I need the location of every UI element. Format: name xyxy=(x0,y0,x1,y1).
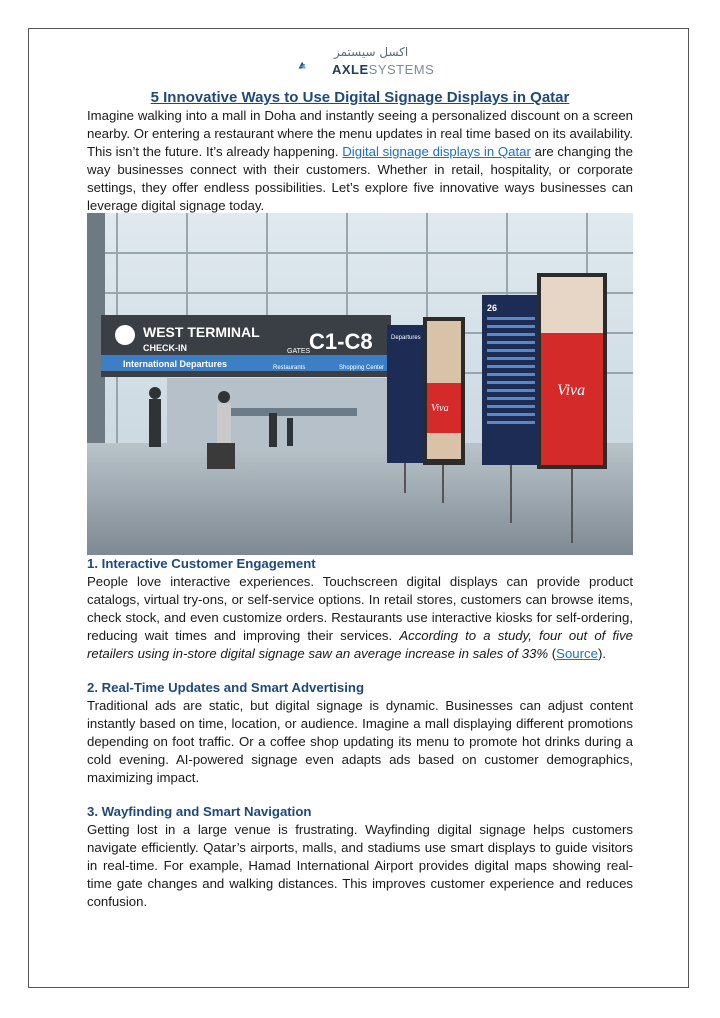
logo-word-systems: SYSTEMS xyxy=(368,62,435,77)
digital-signage-link[interactable]: Digital signage displays in Qatar xyxy=(342,143,531,159)
sign-west-terminal: WEST TERMINAL xyxy=(143,324,260,340)
section-2-paragraph: Traditional ads are static, but digital signage is dynamic. Businesses can adjust content instantly based on time, location, or audience. Imagine a mall displaying different promotions depending on foot traffic. Or a coffee shop updating its menu to promote hot drinks during a cold evening. AI-powered signage even adapts ads based on customer demographics, maximizing impact. xyxy=(87,698,633,785)
section-1-body: People love interactive experiences. Touchscreen digital displays can provide product catalogs, virtual try-ons, or self-service options. In retail stores, customers can browse items, check stock, and even customize orders. Restaurants use interactive kiosks for self-ordering, reducing wait times and improving their services. xyxy=(87,574,633,643)
sign-shopping-center: Shopping Center xyxy=(339,365,385,371)
logo-wordmark xyxy=(332,62,434,77)
display-ad-viva-1: Viva xyxy=(431,403,449,414)
intro-text-start: Imagine walking into a mall in Doha and instantly seeing a personalized discount on a screen nearby. Or entering a restaurant where the menu updates in real time based on its availability. This isn’t the future. It’s already happening. xyxy=(87,108,633,159)
section-1-heading: 1. Interactive Customer Engagement xyxy=(87,556,316,571)
section-1-paragraph xyxy=(87,573,633,663)
sign-check-in: CHECK-IN xyxy=(143,343,187,353)
section-3-heading: 3. Wayfinding and Smart Navigation xyxy=(87,804,312,819)
section-1-source-open: ( xyxy=(548,645,557,661)
display-ad-viva-2: Viva xyxy=(557,382,586,399)
source-link[interactable]: Source xyxy=(556,645,598,661)
sign-c1-c8: C1-C8 xyxy=(309,329,373,354)
logo-word-axle: AXLE xyxy=(332,62,369,77)
intro-text-end: are changing the way businesses connect with their customers. Whether in retail, hospitality, or corporate settings, they offer endless possibilities. Let’s explore five innovative ways businesses can leverage digital signage today. xyxy=(87,143,633,213)
axle-logo-icon xyxy=(298,50,332,80)
section-3-paragraph: Getting lost in a large venue is frustrating. Wayfinding digital signage helps customers navigate efficiently. Qatar’s airports, malls, and stadiums use smart displays to guide visitors in real-time. For example, Hamad International Airport provides digital maps showing real-time gate changes and walking distances. This improves customer experience and reduces confusion. xyxy=(87,822,633,909)
airport-signage-photo xyxy=(87,213,633,555)
intro-paragraph xyxy=(87,107,633,214)
section-1-study-quote: According to a study, four out of five retailers using in-store digital signage saw an average increase in sales of 33% xyxy=(87,627,634,661)
sign-gates: GATES xyxy=(287,348,311,355)
sign-international-departures: International Departures xyxy=(123,359,228,369)
sign-restaurants: Restaurants xyxy=(273,365,306,371)
display-board-number: 26 xyxy=(487,303,498,313)
display-departures-label: Departures xyxy=(391,335,421,341)
logo-arabic-text: اكسل سيستمز xyxy=(334,45,409,59)
page-title: 5 Innovative Ways to Use Digital Signage Displays in Qatar xyxy=(150,89,570,106)
section-1-source-close: ). xyxy=(597,645,607,661)
section-2-heading: 2. Real-Time Updates and Smart Advertising xyxy=(87,680,365,695)
